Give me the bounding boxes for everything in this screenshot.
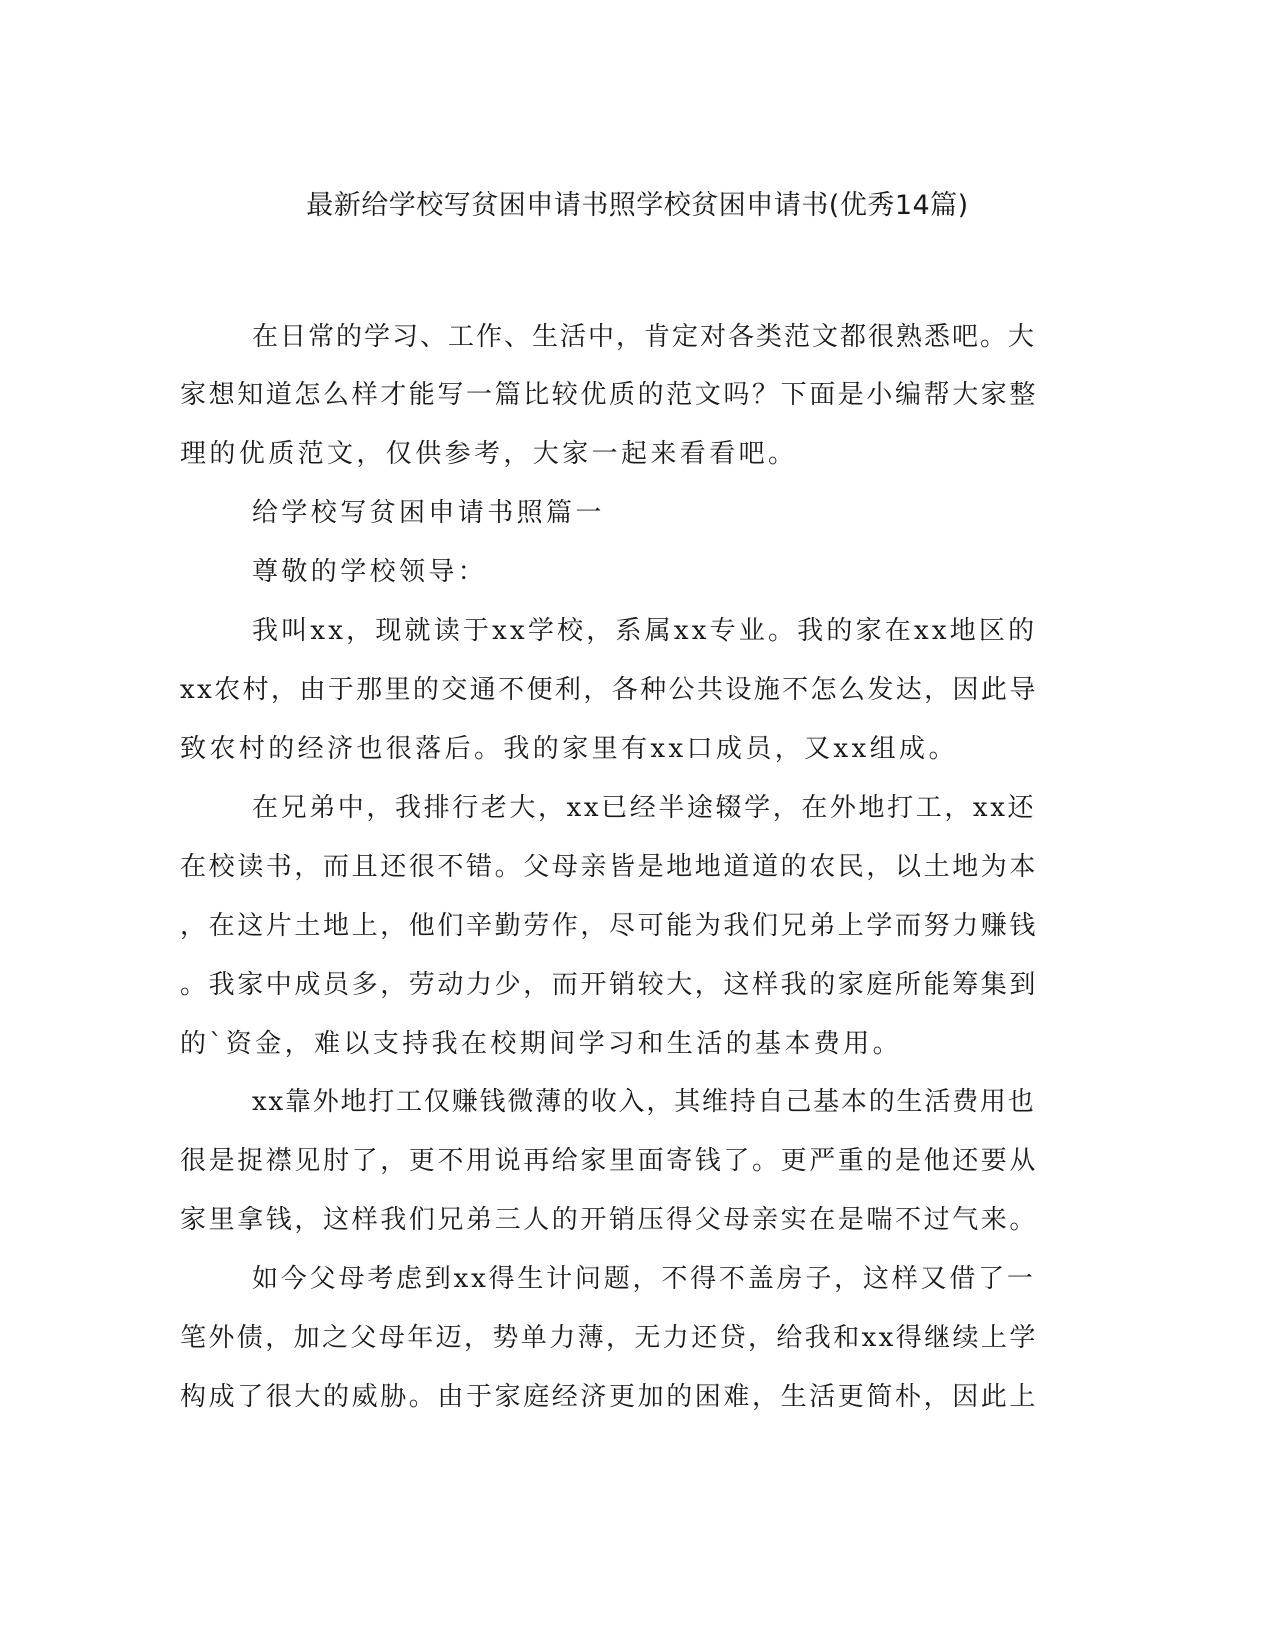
body-line: 家想知道怎么样才能写一篇比较优质的范文吗？下面是小编帮大家整 xyxy=(180,380,1039,410)
body-line: 致农村的经济也很落后。我的家里有xx口成员，又xx组成。 xyxy=(180,734,958,764)
body-line: 在校读书，而且还很不错。父母亲皆是地地道道的农民，以土地为本 xyxy=(180,852,1039,882)
body-line: 的`资金，难以支持我在校期间学习和生活的基本费用。 xyxy=(180,1029,903,1059)
body-line: 笔外债，加之父母年迈，势单力薄，无力还贷，给我和xx得继续上学 xyxy=(180,1323,1038,1353)
body-line: ，在这片土地上，他们辛勤劳作，尽可能为我们兄弟上学而努力赚钱 xyxy=(180,911,1039,941)
salutation: 尊敬的学校领导： xyxy=(252,557,488,587)
body-line: xx农村，由于那里的交通不便利，各种公共设施不怎么发达，因此导 xyxy=(180,675,1038,705)
body-line: 构成了很大的威胁。由于家庭经济更加的困难，生活更简朴，因此上 xyxy=(180,1382,1039,1412)
body-line: 很是捉襟见肘了，更不用说再给家里面寄钱了。更严重的是他还要从 xyxy=(180,1146,1039,1176)
body-line: 。我家中成员多，劳动力少，而开销较大，这样我的家庭所能筹集到 xyxy=(180,970,1039,1000)
body-line: xx靠外地打工仅赚钱微薄的收入，其维持自己基本的生活费用也 xyxy=(252,1087,1036,1117)
body-line: 我叫xx，现就读于xx学校，系属xx专业。我的家在xx地区的 xyxy=(252,616,1038,646)
body-line: 如今父母考虑到xx得生计问题，不得不盖房子，这样又借了一 xyxy=(252,1264,1036,1294)
body-line: 理的优质范文，仅供参考，大家一起来看看吧。 xyxy=(180,439,798,469)
body-line: 在日常的学习、工作、生活中，肯定对各类范文都很熟悉吧。大 xyxy=(252,322,1037,352)
body-line: 在兄弟中，我排行老大，xx已经半途辍学，在外地打工，xx还 xyxy=(252,793,1037,823)
document-title: 最新给学校写贫困申请书照学校贫困申请书(优秀14篇) xyxy=(306,190,969,221)
body-line: 家里拿钱，这样我们兄弟三人的开销压得父母亲实在是喘不过气来。 xyxy=(180,1205,1039,1235)
section-heading: 给学校写贫困申请书照篇一 xyxy=(252,498,605,528)
